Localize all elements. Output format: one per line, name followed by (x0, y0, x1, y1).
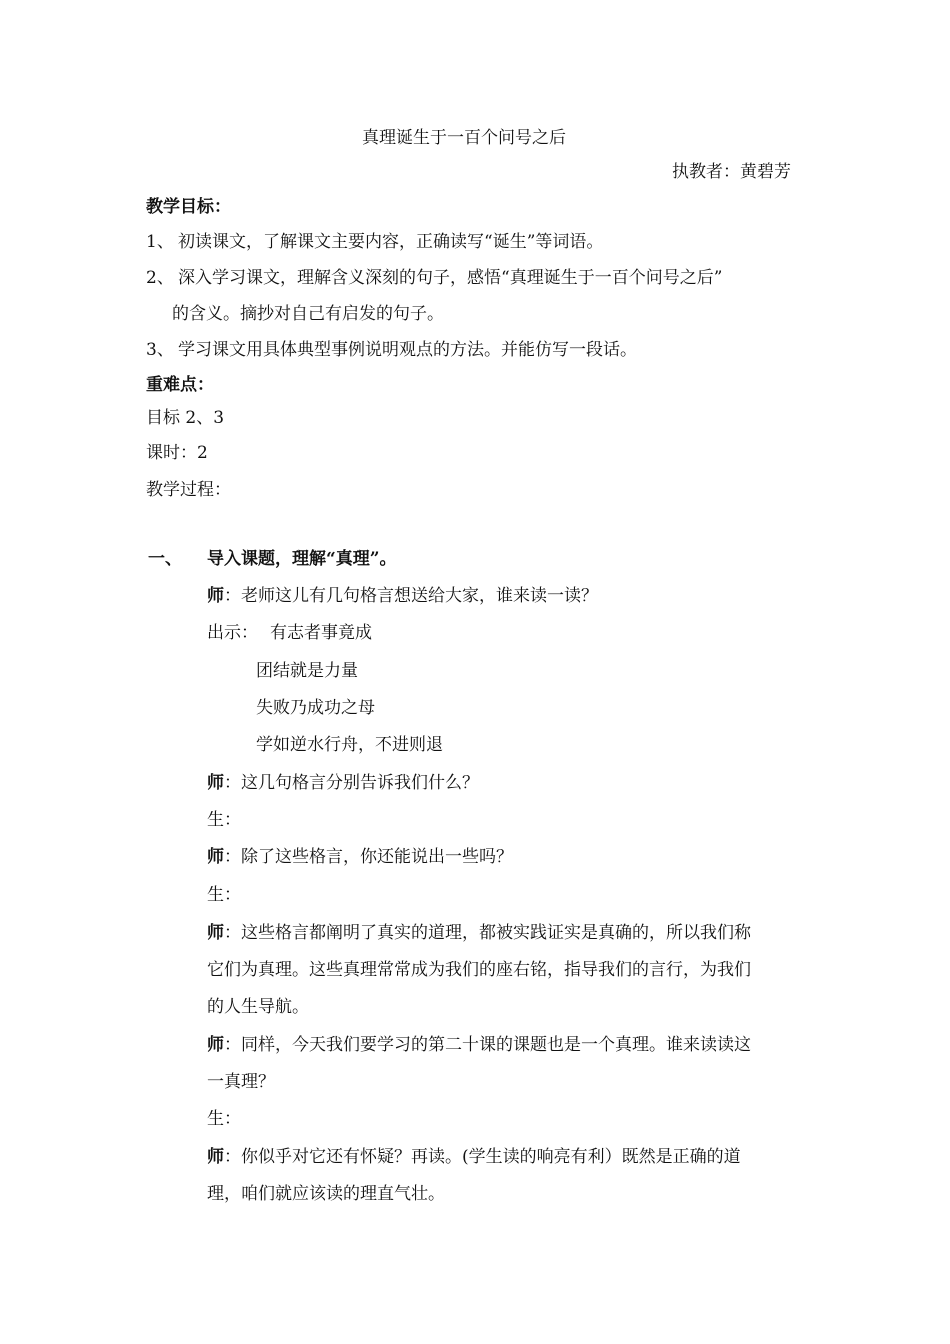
teacher-label: 师 (207, 923, 224, 943)
author-line: 执教者：黄碧芳 (672, 162, 791, 182)
dialogue-teacher-6-line-2: 理，咱们就应该读的理直气壮。 (207, 1184, 445, 1204)
dialogue-teacher-4-line-3: 的人生导航。 (207, 997, 309, 1017)
document-title: 真理诞生于一百个问号之后 (362, 128, 566, 148)
objective-1-number: 1、 (146, 232, 174, 252)
teacher-label: 师 (207, 586, 224, 606)
teacher-label: 师 (207, 847, 224, 867)
section-1-number: 一、 (148, 549, 182, 569)
objective-3-number: 3、 (146, 340, 174, 360)
dialogue-teacher-5 (207, 1034, 751, 1056)
dialogue-text: ：你似乎对它还有怀疑？再读。(学生读的响亮有利）既然是正确的道 (224, 1147, 741, 1167)
dialogue-student-2: 生： (207, 885, 241, 905)
key-points-text: 目标 2、3 (146, 408, 225, 428)
dialogue-student-3: 生： (207, 1109, 241, 1129)
dialogue-teacher-6 (207, 1146, 741, 1168)
dialogue-teacher-3 (207, 846, 513, 868)
teacher-label: 师 (207, 1147, 224, 1167)
dialogue-text: ：老师这儿有几句格言想送给大家，谁来读一读？ (224, 586, 598, 606)
objective-2-text: 深入学习课文，理解含义深刻的句子，感悟“真理诞生于一百个问号之后” (178, 268, 723, 288)
dialogue-text: ：同样，今天我们要学习的第二十课的课题也是一个真理。谁来读读这 (224, 1035, 751, 1055)
dialogue-student-1: 生： (207, 810, 241, 830)
dialogue-text: ：这些格言都阐明了真实的道理，都被实践证实是真确的，所以我们称 (224, 923, 751, 943)
motto-1: 有志者事竟成 (270, 623, 372, 643)
objective-2-number: 2、 (146, 268, 174, 288)
section-1-title: 导入课题，理解“真理”。 (207, 549, 397, 569)
teacher-label: 师 (207, 1035, 224, 1055)
teacher-label: 师 (207, 773, 224, 793)
process-heading: 教学过程： (146, 480, 231, 500)
objectives-heading: 教学目标： (146, 197, 231, 217)
class-hours: 课时：2 (146, 443, 208, 463)
dialogue-teacher-1 (207, 585, 598, 607)
dialogue-text: ：这几句格言分别告诉我们什么？ (224, 773, 479, 793)
dialogue-text: ：除了这些格言，你还能说出一些吗？ (224, 847, 513, 867)
objective-2-continuation: 的含义。摘抄对自己有启发的句子。 (172, 304, 444, 324)
show-label: 出示： (207, 623, 258, 643)
motto-3: 失败乃成功之母 (256, 698, 375, 718)
key-points-heading: 重难点： (146, 375, 214, 395)
objective-1-text: 初读课文，了解课文主要内容，正确读写“诞生”等词语。 (178, 232, 604, 252)
dialogue-teacher-4 (207, 922, 751, 944)
dialogue-teacher-2 (207, 772, 479, 794)
motto-4: 学如逆水行舟，不进则退 (256, 735, 443, 755)
dialogue-teacher-4-line-2: 它们为真理。这些真理常常成为我们的座右铭，指导我们的言行，为我们 (207, 960, 751, 980)
dialogue-teacher-5-line-2: 一真理？ (207, 1072, 275, 1092)
motto-2: 团结就是力量 (256, 661, 358, 681)
objective-3-text: 学习课文用具体典型事例说明观点的方法。并能仿写一段话。 (178, 340, 637, 360)
